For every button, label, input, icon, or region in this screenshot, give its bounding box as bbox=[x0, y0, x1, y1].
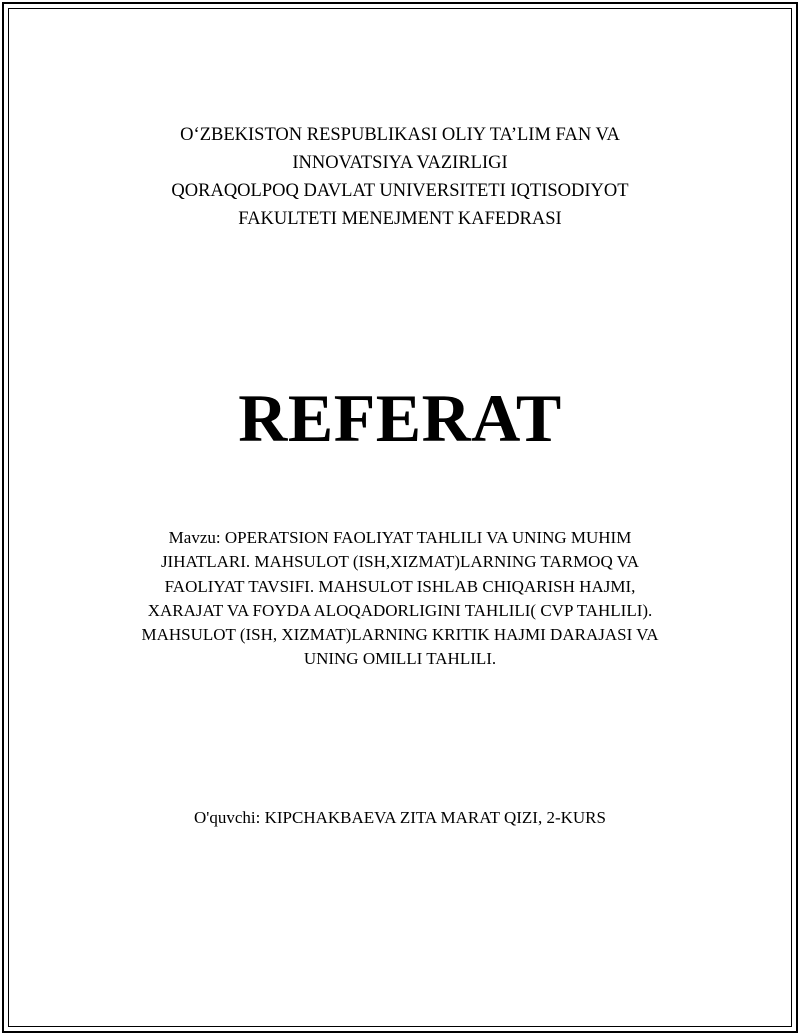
student-info: O'quvchi: KIPCHAKBAEVA ZITA MARAT QIZI, 2-KURS bbox=[194, 808, 606, 827]
document-title: REFERAT bbox=[238, 380, 562, 456]
institution-header bbox=[0, 121, 800, 233]
topic-line: FAOLIYAT TAVSIFI. MAHSULOT ISHLAB CHIQARISH HAJMI, bbox=[164, 576, 636, 596]
header-line: O‘ZBEKISTON RESPUBLIKASI OLIY TA’LIM FAN VA bbox=[180, 125, 620, 145]
header-line: QORAQOLPOQ DAVLAT UNIVERSITETI IQTISODIYOT bbox=[171, 181, 629, 201]
header-line: FAKULTETI MENEJMENT KAFEDRASI bbox=[238, 209, 562, 229]
topic-line: MAHSULOT (ISH, XIZMAT)LARNING KRITIK HAJMI DARAJASI VA bbox=[141, 625, 659, 645]
topic-line: Mavzu: OPERATSION FAOLIYAT TAHLILI VA UNING MUHIM bbox=[168, 528, 632, 547]
topic-block bbox=[0, 526, 800, 672]
topic-line: XARAJAT VA FOYDA ALOQADORLIGINI TAHLILI( CVP TAHLILI). bbox=[147, 600, 653, 620]
header-line: INNOVATSIYA VAZIRLIGI bbox=[292, 153, 508, 173]
topic-line: JIHATLARI. MAHSULOT (ISH,XIZMAT)LARNING TARMOQ VA bbox=[160, 552, 640, 572]
topic-line: UNING OMILLI TAHLILI. bbox=[303, 649, 497, 669]
